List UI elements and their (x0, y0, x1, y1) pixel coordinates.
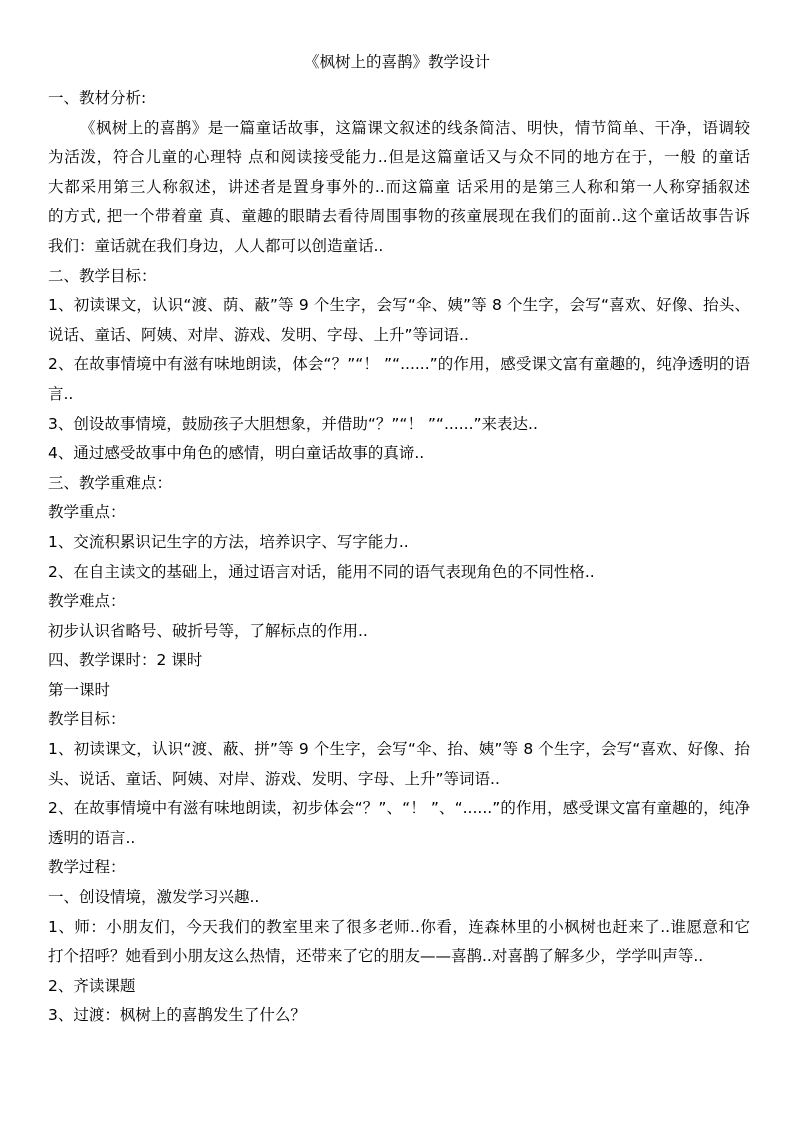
text-line: 教学目标： (48, 710, 126, 729)
text-line: 教学过程： (48, 858, 126, 877)
text-line: 大都采用第三人称叙述，讲述者是置身事外的..而这篇童 话采用的是第三人称和第一人称穿插叙述 (48, 177, 750, 196)
document-title: 《枫树上的喜鹊》教学设计 (303, 53, 490, 71)
text-line: 1、初读课文，认识“渡、蔽、拼”等 9 个生字，会写“伞、抬、姨”等 8 个生字，会写“喜欢、好像、抬 (48, 740, 750, 759)
text-line: 为活泼，符合儿童的心理特 点和阅读接受能力..但是这篇童话又与众不同的地方在于，一般 的童话 (48, 148, 750, 167)
text-line: 的方式, 把一个带着童 真、童趣的眼睛去看待周围事物的孩童展现在我们的面前..这个童话故事告诉 (48, 207, 750, 226)
text-line: 2、在自主读文的基础上，通过语言对话，能用不同的语气表现角色的不同性格.. (48, 562, 595, 581)
text-line: 2、在故事情境中有滋有味地朗读，初步体会“？”、“！ ”、“......”的作用，感受课文富有童趣的，纯净 (48, 799, 750, 818)
text-line: 一、教材分析: (48, 89, 147, 107)
text-line: 3、创设故事情境，鼓励孩子大胆想象，并借助“？”“！ ”“......”来表达.. (48, 414, 538, 433)
text-line: 4、通过感受故事中角色的感情，明白童话故事的真谛.. (48, 444, 425, 463)
text-line: 说话、童话、阿姨、对岸、游戏、发明、字母、上升”等词语.. (48, 325, 469, 344)
text-line: 教学难点： (48, 592, 126, 611)
text-line: 我们：童话就在我们身边，人人都可以创造童话.. (48, 236, 384, 255)
text-line: 言.. (48, 384, 74, 403)
text-line: 2、齐读课题 (48, 976, 136, 995)
text-line: 头、说话、童话、阿姨、对岸、游戏、发明、字母、上升”等词语.. (48, 769, 500, 788)
text-line: 初步认识省略号、破折号等，了解标点的作用.. (48, 621, 368, 640)
text-line: 1、初读课文，认识“渡、荫、蔽”等 9 个生字，会写“伞、姨”等 8 个生字，会写“喜欢、好像、抬头、 (48, 296, 750, 315)
text-line: 2、在故事情境中有滋有味地朗读，体会“？”“！ ”“......”的作用，感受课文富有童趣的，纯净透明的语 (48, 355, 750, 374)
text-line: 教学重点： (48, 503, 126, 522)
text-line: 《枫树上的喜鹊》是一篇童话故事，这篇课文叙述的线条简洁、明快，情节简单、干净，语调较 (80, 118, 750, 137)
text-line: 二、教学目标： (48, 266, 157, 285)
text-line: 1、师：小朋友们，今天我们的教室里来了很多老师..你看，连森林里的小枫树也赶来了..谁愿意和它 (48, 917, 750, 936)
text-line: 第一课时 (48, 680, 111, 699)
text-line: 3、过渡：枫树上的喜鹊发生了什么？ (48, 1006, 306, 1025)
text-line: 一、创设情境，激发学习兴趣.. (48, 888, 260, 907)
text-line: 透明的语言.. (48, 828, 136, 847)
document-body (48, 84, 750, 1031)
text-line: 打个招呼？她看到小朋友这么热情，还带来了它的朋友——喜鹊..对喜鹊了解多少，学学叫声等.. (48, 947, 704, 966)
text-line: 三、教学重难点： (48, 473, 173, 492)
text-line: 四、教学课时：2 课时 (48, 651, 203, 670)
text-line: 1、交流积累识记生字的方法，培养识字、写字能力.. (48, 532, 409, 551)
